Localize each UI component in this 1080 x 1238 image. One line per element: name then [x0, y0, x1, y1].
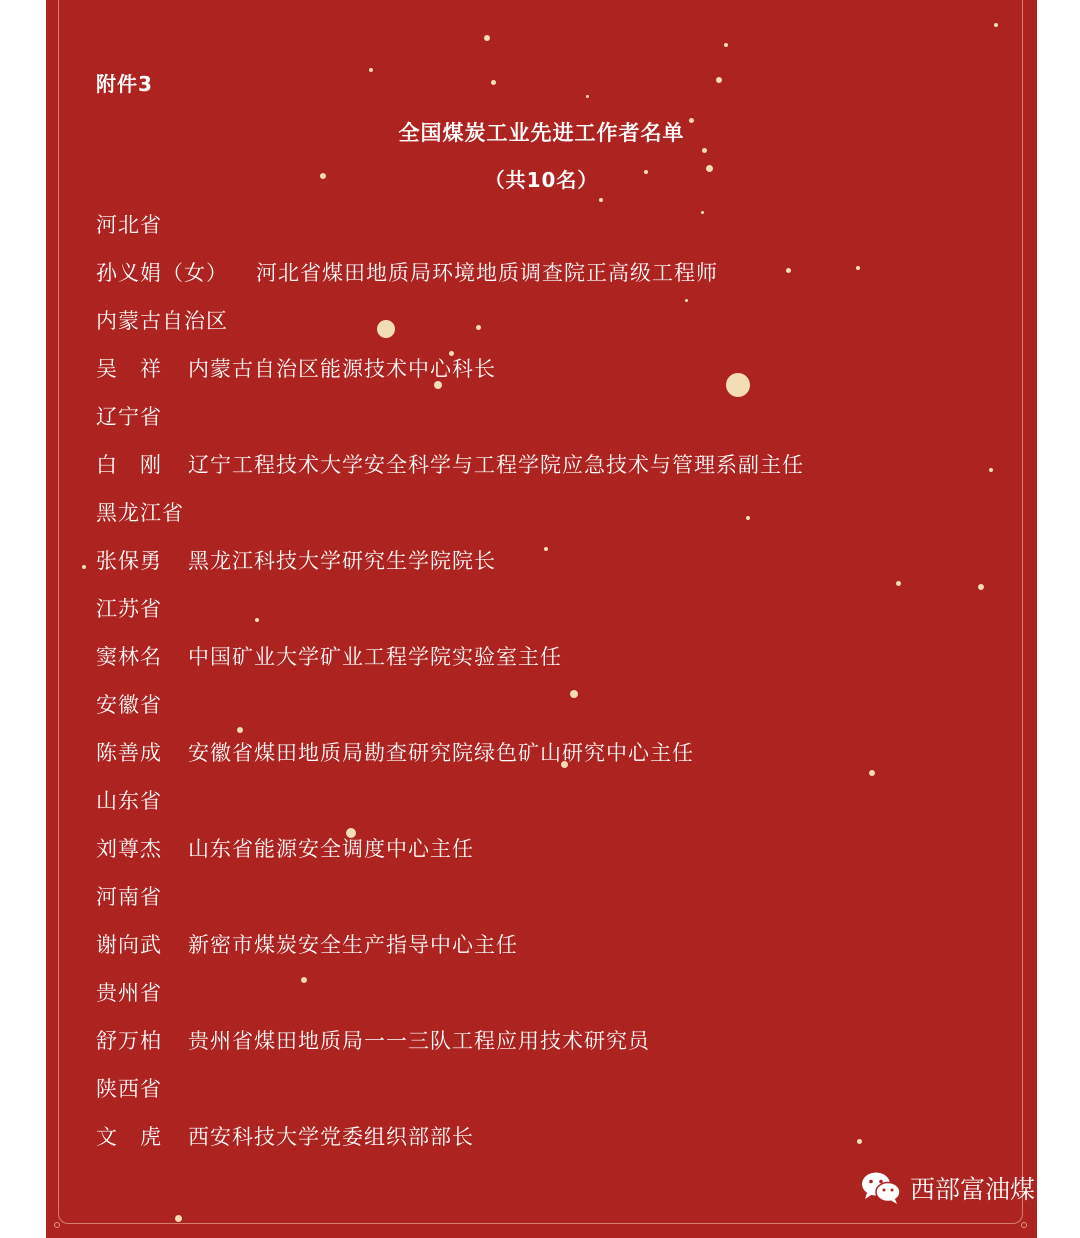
honoree-name: 吴 祥: [96, 357, 162, 381]
decorative-speck: [586, 95, 589, 98]
honoree-name: 窦林名: [96, 645, 162, 669]
honoree-position: 安徽省煤田地质局勘查研究院绿色矿山研究中心主任: [188, 741, 694, 765]
decorative-speck: [484, 35, 490, 41]
watermark-text: 西部富油煤: [910, 1175, 1036, 1204]
document-title: 全国煤炭工业先进工作者名单: [398, 121, 685, 145]
honoree-position: 辽宁工程技术大学安全科学与工程学院应急技术与管理系副主任: [188, 453, 804, 477]
honoree-position: 西安科技大学党委组织部部长: [188, 1125, 474, 1149]
decorative-speck: [716, 77, 722, 83]
decorative-speck: [724, 43, 728, 47]
honoree-row: [96, 929, 996, 977]
province-heading: 贵州省: [96, 981, 162, 1005]
decorative-speck: [369, 68, 373, 72]
honoree-name: 张保勇: [96, 549, 162, 573]
decorative-speck: [175, 1215, 182, 1222]
document-page: [46, 0, 1037, 1238]
honoree-name: 陈善成: [96, 741, 162, 765]
decorative-speck: [491, 80, 496, 85]
attachment-label: 附件3: [96, 72, 153, 96]
province-heading: 安徽省: [96, 693, 162, 717]
honoree-name: 孙义娟（女）: [96, 261, 228, 285]
honoree-position: 河北省煤田地质局环境地质调查院正高级工程师: [256, 261, 718, 285]
province-heading: 陕西省: [96, 1077, 162, 1101]
honoree-row: [96, 737, 996, 785]
honoree-row: [96, 257, 996, 305]
province-heading: 河北省: [96, 213, 162, 237]
honoree-name: 白 刚: [96, 453, 162, 477]
province-heading: 内蒙古自治区: [96, 309, 228, 333]
honoree-row: [96, 1121, 996, 1169]
honoree-row: [96, 353, 996, 401]
decorative-speck: [599, 198, 603, 202]
frame-corner-dot-left: [54, 1222, 60, 1228]
wechat-icon: [860, 1170, 902, 1206]
honoree-name: 舒万柏: [96, 1029, 162, 1053]
decorative-speck: [994, 23, 998, 27]
honoree-position: 新密市煤炭安全生产指导中心主任: [188, 933, 518, 957]
decorative-speck: [702, 148, 707, 153]
province-heading: 辽宁省: [96, 405, 162, 429]
honoree-row: [96, 449, 996, 497]
honoree-position: 中国矿业大学矿业工程学院实验室主任: [188, 645, 562, 669]
honoree-name: 刘尊杰: [96, 837, 162, 861]
document-subtitle: （共10名）: [484, 168, 599, 192]
honoree-name: 谢向武: [96, 933, 162, 957]
honoree-name: 文 虎: [96, 1125, 162, 1149]
province-heading: 山东省: [96, 789, 162, 813]
decorative-speck: [82, 565, 86, 569]
honoree-position: 黑龙江科技大学研究生学院院长: [188, 549, 496, 573]
source-watermark: [860, 1168, 1035, 1208]
province-heading: 江苏省: [96, 597, 162, 621]
honoree-position: 内蒙古自治区能源技术中心科长: [188, 357, 496, 381]
province-heading: 黑龙江省: [96, 501, 184, 525]
honoree-row: [96, 545, 996, 593]
honoree-position: 贵州省煤田地质局一一三队工程应用技术研究员: [188, 1029, 650, 1053]
province-heading: 河南省: [96, 885, 162, 909]
honoree-position: 山东省能源安全调度中心主任: [188, 837, 474, 861]
frame-corner-dot-right: [1021, 1222, 1027, 1228]
honoree-row: [96, 641, 996, 689]
honoree-row: [96, 833, 996, 881]
honoree-row: [96, 1025, 996, 1073]
honoree-list: [96, 209, 996, 1169]
